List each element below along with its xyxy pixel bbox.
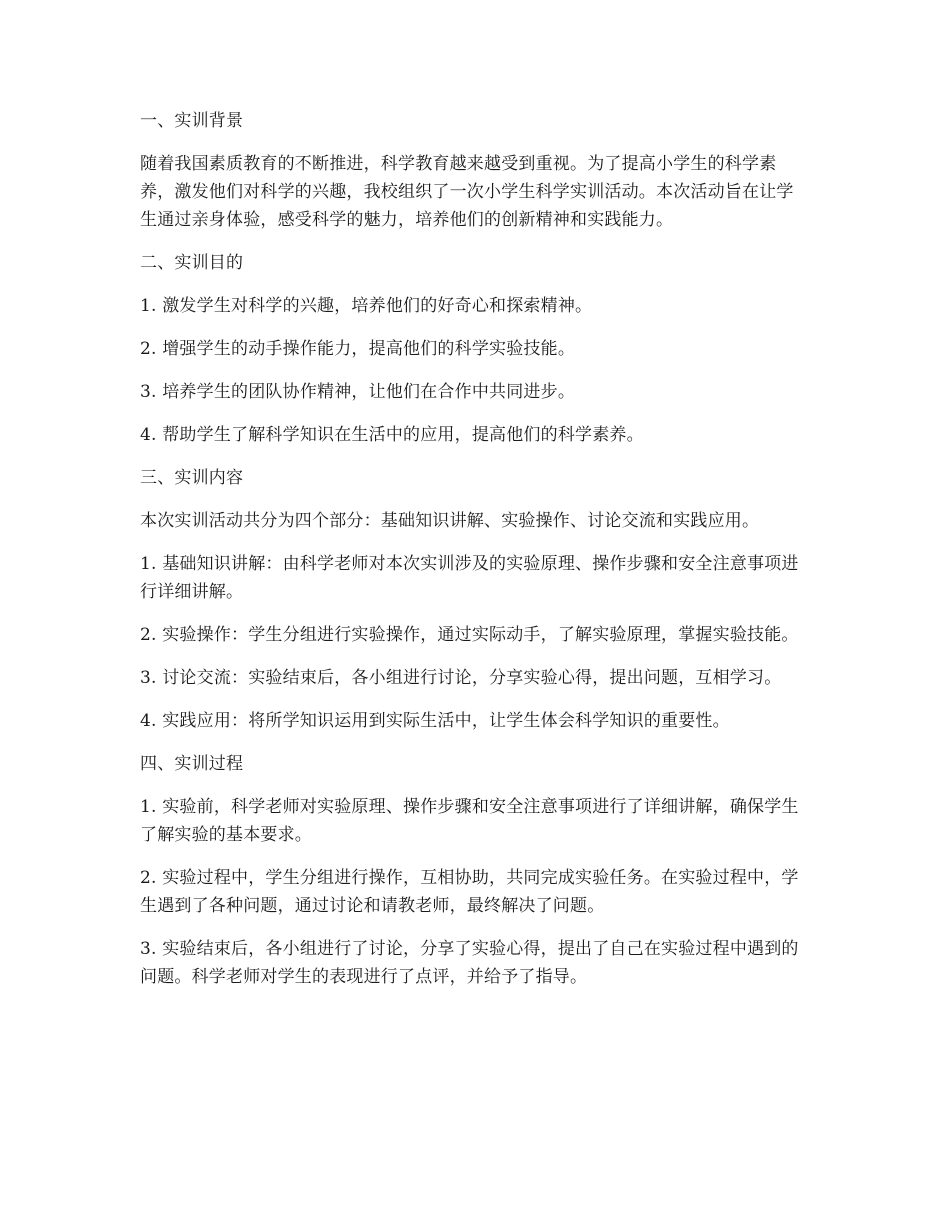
paragraph: 本次实训活动共分为四个部分：基础知识讲解、实验操作、讨论交流和实践应用。 [140, 511, 760, 531]
list-item: 4. 帮助学生了解科学知识在生活中的应用，提高他们的科学素养。 [140, 425, 644, 445]
paragraph: 随着我国素质教育的不断推进，科学教育越来越受到重视。为了提高小学生的科学素养，激发他们对科学的兴趣，我校组织了一次小学生科学实训活动。本次活动旨在让学生通过亲身体验，感受科学的魅力，培养他们的创新精神和实践能力。 [140, 154, 794, 230]
list-item: 2. 实验操作：学生分组进行实验操作，通过实际动手，了解实验原理，掌握实验技能。 [140, 625, 799, 645]
list-item: 4. 实践应用：将所学知识运用到实际生活中，让学生体会科学知识的重要性。 [140, 711, 730, 731]
list-item: 3. 讨论交流：实验结束后，各小组进行讨论，分享实验心得，提出问题，互相学习。 [140, 668, 782, 688]
document-body [140, 107, 808, 1006]
list-item: 3. 培养学生的团队协作精神，让他们在合作中共同进步。 [140, 382, 576, 402]
section-heading: 四、实训过程 [140, 754, 244, 774]
list-item: 1. 实验前，科学老师对实验原理、操作步骤和安全注意事项进行了详细讲解，确保学生了解实验的基本要求。 [140, 797, 799, 845]
section-heading: 三、实训内容 [140, 468, 244, 488]
list-item: 2. 实验过程中，学生分组进行操作，互相协助，共同完成实验任务。在实验过程中，学生遇到了各种问题，通过讨论和请教老师，最终解决了问题。 [140, 868, 799, 916]
list-item: 1. 激发学生对科学的兴趣，培养他们的好奇心和探索精神。 [140, 296, 593, 316]
section-heading: 一、实训背景 [140, 111, 244, 131]
list-item: 3. 实验结束后，各小组进行了讨论，分享了实验心得，提出了自己在实验过程中遇到的问题。科学老师对学生的表现进行了点评，并给予了指导。 [140, 939, 799, 987]
list-item: 2. 增强学生的动手操作能力，提高他们的科学实验技能。 [140, 339, 576, 359]
section-heading: 二、实训目的 [140, 253, 244, 273]
list-item: 1. 基础知识讲解：由科学老师对本次实训涉及的实验原理、操作步骤和安全注意事项进行详细讲解。 [140, 554, 799, 602]
